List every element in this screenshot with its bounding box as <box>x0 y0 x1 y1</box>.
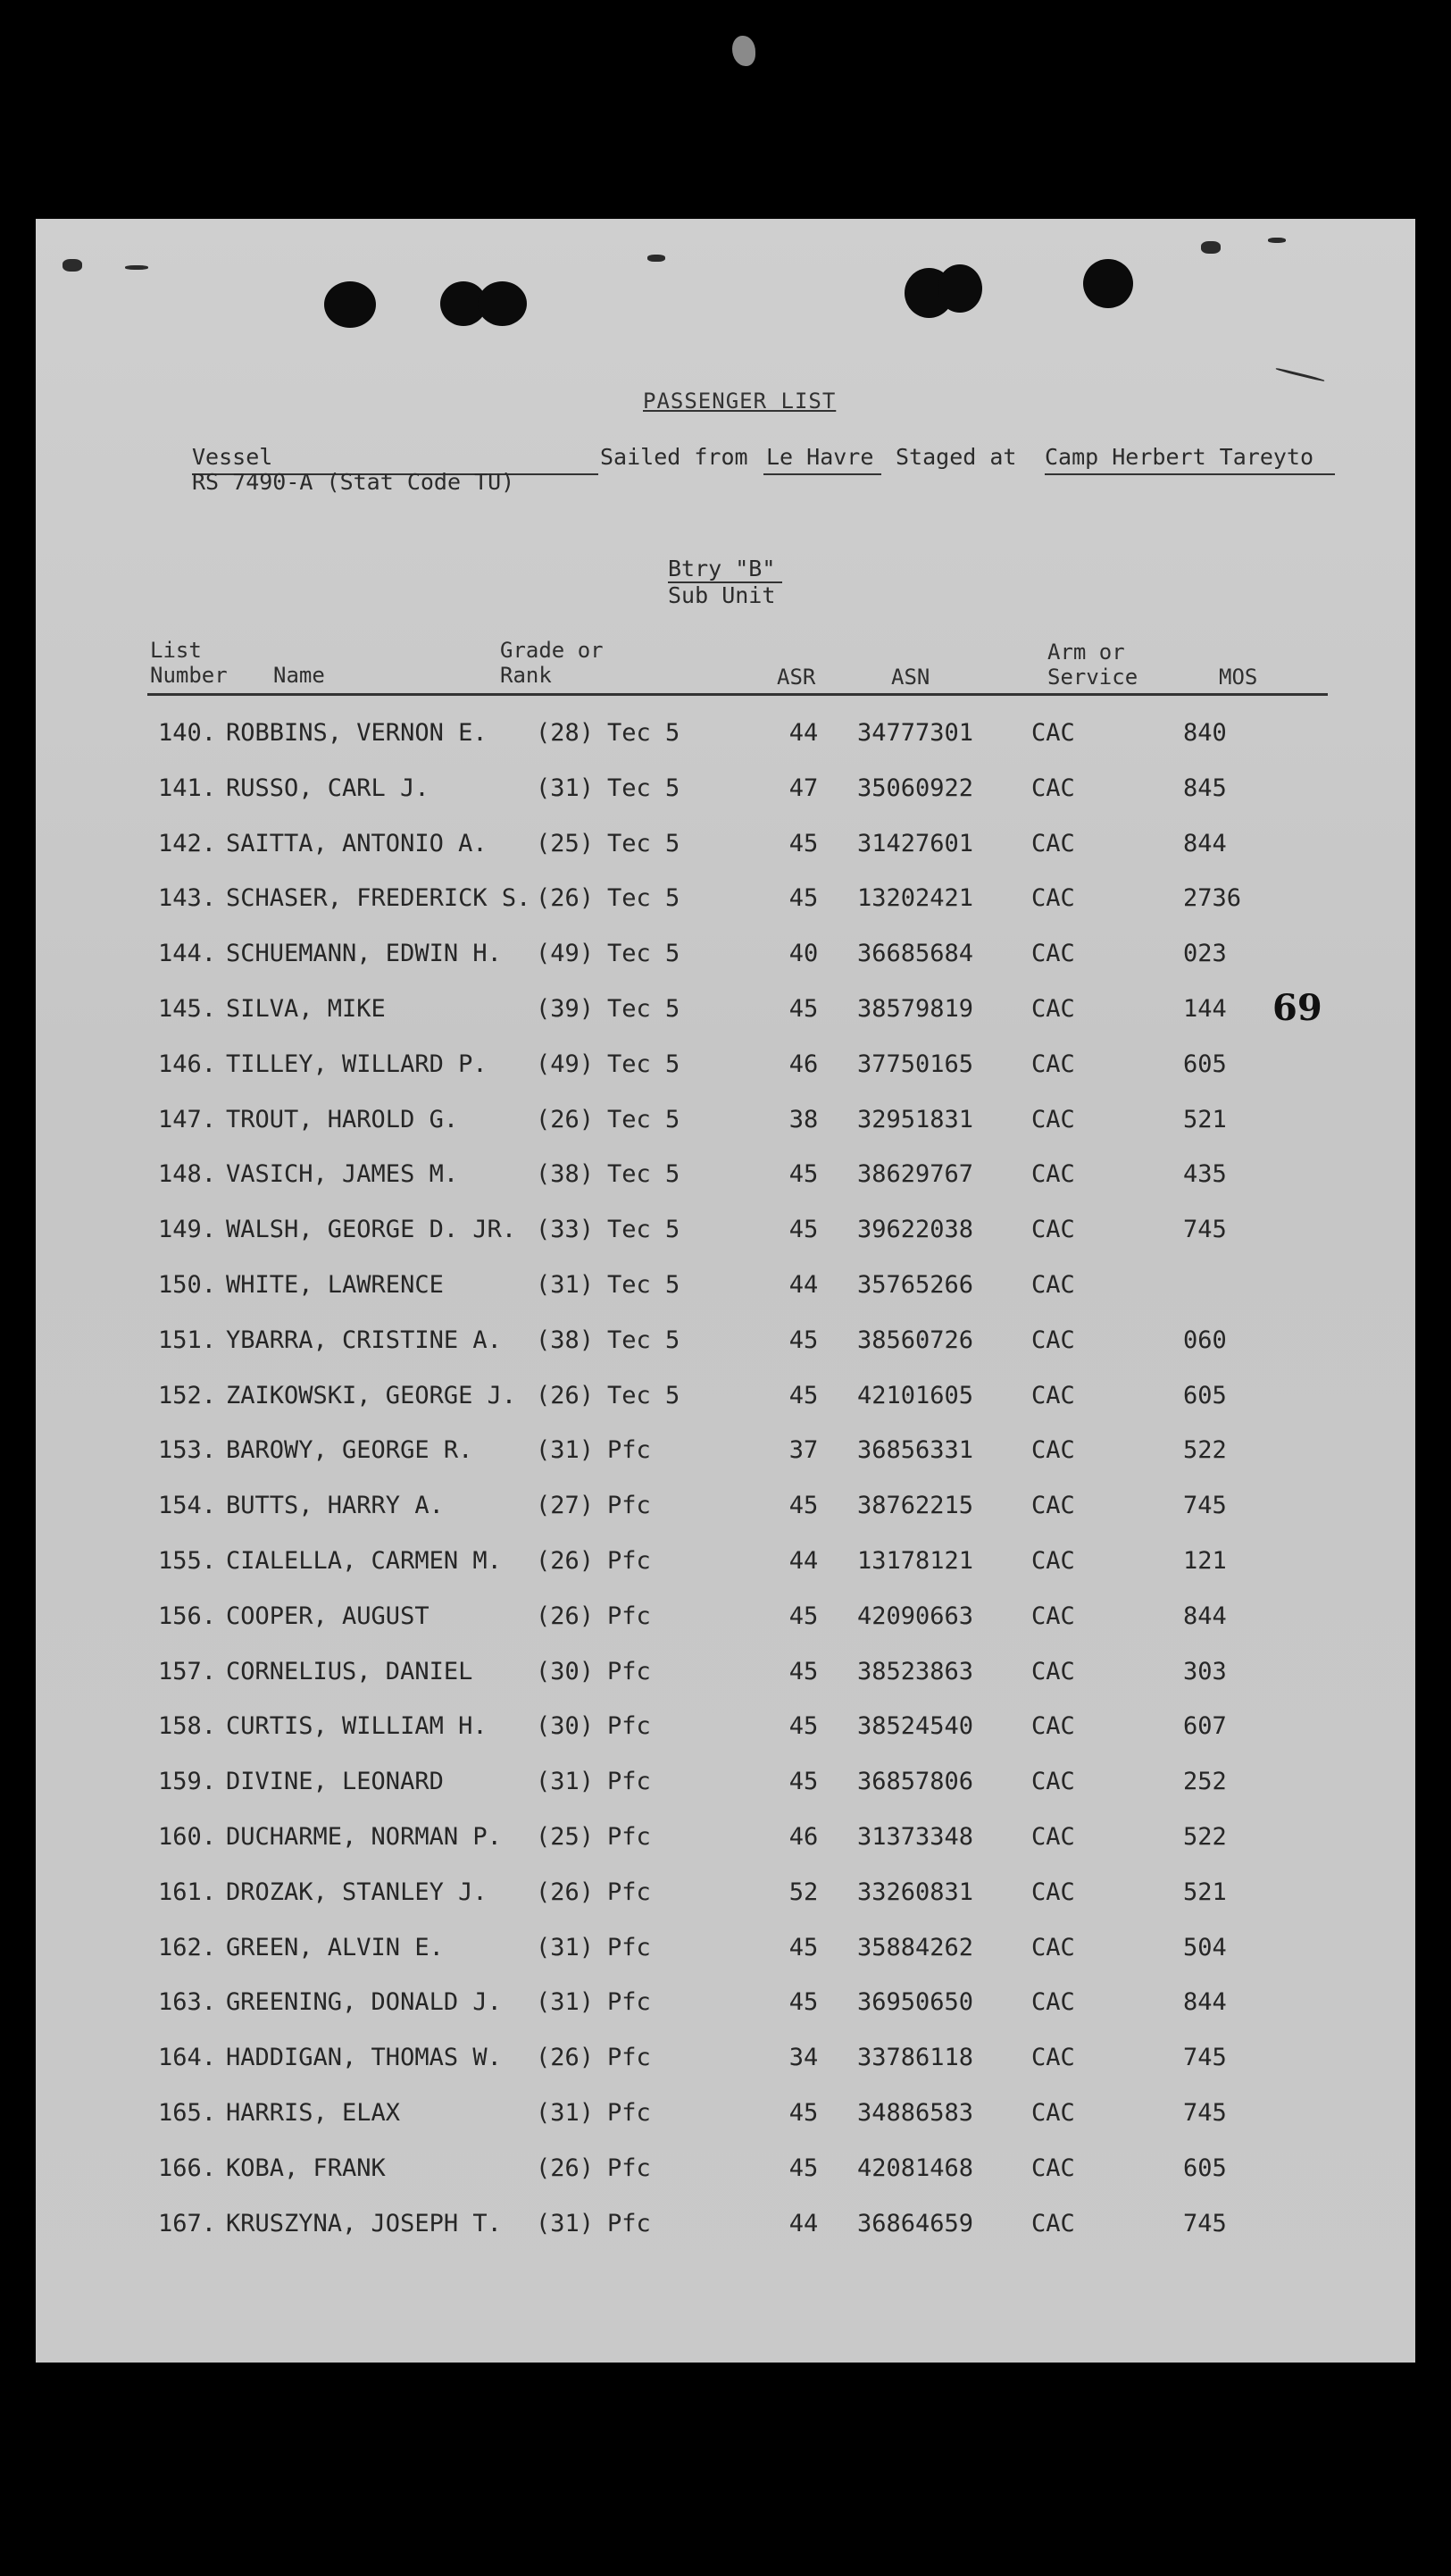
table-row <box>0 1878 1451 1914</box>
arm-cell: CAC <box>1031 2099 1075 2127</box>
table-row <box>0 884 1451 920</box>
mos-cell: 745 <box>1183 2209 1227 2237</box>
grade-cell: Pfc <box>607 1933 651 1961</box>
arm-cell: CAC <box>1031 995 1075 1023</box>
list-number-cell: 143. <box>157 884 216 913</box>
asr-cell: 45 <box>788 2099 819 2127</box>
name-cell: CORNELIUS, DANIEL <box>226 1657 473 1685</box>
age-cell: (31) <box>536 1436 595 1465</box>
grade-cell: Tec 5 <box>607 1381 680 1409</box>
asn-cell: 36856331 <box>857 1436 974 1465</box>
age-cell: (39) <box>536 995 595 1023</box>
header-rule <box>147 693 1328 696</box>
name-cell: BAROWY, GEORGE R. <box>226 1436 473 1465</box>
punch-hole <box>324 281 376 328</box>
mos-cell: 844 <box>1183 829 1227 857</box>
table-row <box>0 2044 1451 2079</box>
arm-cell: CAC <box>1031 1492 1075 1520</box>
name-cell: VASICH, JAMES M. <box>226 1160 459 1189</box>
age-cell: (31) <box>536 1271 595 1299</box>
age-cell: (31) <box>536 774 595 802</box>
mos-cell: 745 <box>1183 1492 1227 1520</box>
list-number-cell: 161. <box>157 1878 216 1906</box>
ink-mark <box>63 259 82 272</box>
age-cell: (27) <box>536 1492 595 1520</box>
grade-cell: Pfc <box>607 2209 651 2237</box>
punch-hole <box>938 264 982 313</box>
name-cell: SAITTA, ANTONIO A. <box>226 829 488 857</box>
asn-cell: 38629767 <box>857 1160 974 1189</box>
age-cell: (25) <box>536 829 595 857</box>
mos-cell: 522 <box>1183 1823 1227 1851</box>
grade-cell: Tec 5 <box>607 884 680 913</box>
table-row <box>0 2154 1451 2190</box>
asn-cell: 35765266 <box>857 1271 974 1299</box>
age-cell: (31) <box>536 2099 595 2127</box>
list-number-cell: 158. <box>157 1712 216 1741</box>
mos-cell: 605 <box>1183 2154 1227 2182</box>
list-number-cell: 154. <box>157 1492 216 1520</box>
age-cell: (31) <box>536 1768 595 1796</box>
asr-cell: 45 <box>788 1712 819 1741</box>
name-cell: WHITE, LAWRENCE <box>226 1271 444 1299</box>
arm-cell: CAC <box>1031 1436 1075 1465</box>
age-cell: (26) <box>536 1105 595 1133</box>
age-cell: (38) <box>536 1326 595 1354</box>
list-number-cell: 163. <box>157 1988 216 2017</box>
age-cell: (26) <box>536 1602 595 1630</box>
list-number-cell: 167. <box>157 2209 216 2237</box>
asr-cell: 45 <box>788 1492 819 1520</box>
asr-cell: 38 <box>788 1105 819 1133</box>
table-row <box>0 1326 1451 1362</box>
table-row <box>0 1216 1451 1251</box>
grade-cell: Tec 5 <box>607 940 680 968</box>
sailed-from-label: Sailed from <box>600 444 748 470</box>
grade-cell: Tec 5 <box>607 995 680 1023</box>
grade-cell: Pfc <box>607 1712 651 1741</box>
arm-cell: CAC <box>1031 1216 1075 1244</box>
name-cell: COOPER, AUGUST <box>226 1602 429 1630</box>
grade-cell: Pfc <box>607 2154 651 2182</box>
name-cell: CURTIS, WILLIAM H. <box>226 1712 488 1741</box>
name-cell: GREENING, DONALD J. <box>226 1988 502 2017</box>
age-cell: (26) <box>536 2044 595 2072</box>
table-row <box>0 1602 1451 1638</box>
ink-mark <box>647 255 665 262</box>
mos-cell: 745 <box>1183 2044 1227 2072</box>
name-cell: YBARRA, CRISTINE A. <box>226 1326 502 1354</box>
table-row <box>0 1050 1451 1086</box>
asn-cell: 38579819 <box>857 995 974 1023</box>
name-cell: WALSH, GEORGE D. JR. <box>226 1216 517 1244</box>
age-cell: (26) <box>536 1878 595 1906</box>
name-cell: ROBBINS, VERNON E. <box>226 719 488 747</box>
name-cell: TILLEY, WILLARD P. <box>226 1050 488 1078</box>
arm-cell: CAC <box>1031 1105 1075 1133</box>
name-cell: GREEN, ALVIN E. <box>226 1933 444 1961</box>
mos-cell: 060 <box>1183 1326 1227 1354</box>
asn-cell: 39622038 <box>857 1216 974 1244</box>
age-cell: (26) <box>536 884 595 913</box>
asr-cell: 45 <box>788 1657 819 1685</box>
list-number-cell: 147. <box>157 1105 216 1133</box>
col-grade: Grade or Rank <box>500 638 604 688</box>
arm-cell: CAC <box>1031 884 1075 913</box>
arm-cell: CAC <box>1031 1160 1075 1189</box>
list-number-cell: 153. <box>157 1436 216 1465</box>
name-cell: RUSSO, CARL J. <box>226 774 429 802</box>
age-cell: (31) <box>536 2209 595 2237</box>
staged-at-label: Staged at <box>896 444 1017 470</box>
name-cell: SCHASER, FREDERICK S. <box>226 884 531 913</box>
grade-cell: Pfc <box>607 2099 651 2127</box>
mos-cell: 252 <box>1183 1768 1227 1796</box>
name-cell: DROZAK, STANLEY J. <box>226 1878 488 1906</box>
arm-cell: CAC <box>1031 1547 1075 1575</box>
ink-mark <box>125 265 148 270</box>
sub-unit-label: Sub Unit <box>668 582 776 608</box>
table-row <box>0 1768 1451 1803</box>
asn-cell: 33260831 <box>857 1878 974 1906</box>
name-cell: SILVA, MIKE <box>226 995 386 1023</box>
grade-cell: Pfc <box>607 1602 651 1630</box>
grade-cell: Pfc <box>607 2044 651 2072</box>
asr-cell: 52 <box>788 1878 819 1906</box>
asr-cell: 45 <box>788 1216 819 1244</box>
asn-cell: 38523863 <box>857 1657 974 1685</box>
grade-cell: Tec 5 <box>607 1326 680 1354</box>
asr-cell: 46 <box>788 1050 819 1078</box>
asn-cell: 38560726 <box>857 1326 974 1354</box>
arm-cell: CAC <box>1031 719 1075 747</box>
table-row <box>0 830 1451 866</box>
asr-cell: 34 <box>788 2044 819 2072</box>
arm-cell: CAC <box>1031 1657 1075 1685</box>
list-number-cell: 149. <box>157 1216 216 1244</box>
name-cell: TROUT, HAROLD G. <box>226 1105 459 1133</box>
asn-cell: 35060922 <box>857 774 974 802</box>
list-number-cell: 157. <box>157 1657 216 1685</box>
asn-cell: 31373348 <box>857 1823 974 1851</box>
name-cell: HADDIGAN, THOMAS W. <box>226 2044 502 2072</box>
asr-cell: 45 <box>788 1160 819 1189</box>
asr-cell: 45 <box>788 1988 819 2017</box>
arm-cell: CAC <box>1031 1988 1075 2017</box>
table-row <box>0 1988 1451 2024</box>
asn-cell: 32951831 <box>857 1105 974 1133</box>
mos-cell: 121 <box>1183 1547 1227 1575</box>
mos-cell: 605 <box>1183 1381 1227 1409</box>
grade-cell: Tec 5 <box>607 1160 680 1189</box>
punch-hole <box>478 281 527 326</box>
asr-cell: 45 <box>788 1602 819 1630</box>
grade-cell: Pfc <box>607 1768 651 1796</box>
asr-cell: 44 <box>788 1547 819 1575</box>
age-cell: (33) <box>536 1216 595 1244</box>
asn-cell: 34777301 <box>857 719 974 747</box>
mos-cell: 504 <box>1183 1933 1227 1961</box>
asr-cell: 46 <box>788 1823 819 1851</box>
age-cell: (30) <box>536 1712 595 1741</box>
list-number-cell: 159. <box>157 1768 216 1796</box>
grade-cell: Pfc <box>607 1988 651 2017</box>
asr-cell: 47 <box>788 774 819 802</box>
arm-cell: CAC <box>1031 1271 1075 1299</box>
name-cell: DIVINE, LEONARD <box>226 1768 444 1796</box>
ink-mark <box>1268 238 1286 243</box>
table-row <box>0 1712 1451 1748</box>
age-cell: (49) <box>536 1050 595 1078</box>
asn-cell: 38524540 <box>857 1712 974 1741</box>
list-number-cell: 148. <box>157 1160 216 1189</box>
col-list-number: List Number <box>150 638 228 688</box>
age-cell: (26) <box>536 2154 595 2182</box>
table-row <box>0 774 1451 810</box>
table-row <box>0 1492 1451 1527</box>
grade-cell: Pfc <box>607 1492 651 1520</box>
list-number-cell: 162. <box>157 1933 216 1961</box>
table-row <box>0 2210 1451 2246</box>
arm-cell: CAC <box>1031 2209 1075 2237</box>
table-row <box>0 1547 1451 1583</box>
page-number: 69 <box>1272 987 1322 1029</box>
asn-cell: 36857806 <box>857 1768 974 1796</box>
mos-cell: 303 <box>1183 1657 1227 1685</box>
grade-cell: Tec 5 <box>607 1050 680 1078</box>
asr-cell: 44 <box>788 2209 819 2237</box>
asr-cell: 45 <box>788 1381 819 1409</box>
asr-cell: 45 <box>788 1768 819 1796</box>
arm-cell: CAC <box>1031 1768 1075 1796</box>
arm-cell: CAC <box>1031 1602 1075 1630</box>
list-number-cell: 144. <box>157 940 216 968</box>
table-row <box>0 719 1451 755</box>
asn-cell: 13202421 <box>857 884 974 913</box>
arm-cell: CAC <box>1031 1050 1075 1078</box>
list-number-cell: 156. <box>157 1602 216 1630</box>
list-number-cell: 150. <box>157 1271 216 1299</box>
asr-cell: 45 <box>788 2154 819 2182</box>
asn-cell: 42090663 <box>857 1602 974 1630</box>
asn-cell: 37750165 <box>857 1050 974 1078</box>
col-mos: MOS <box>1219 665 1258 690</box>
mos-cell: 023 <box>1183 940 1227 968</box>
age-cell: (25) <box>536 1823 595 1851</box>
asr-cell: 37 <box>788 1436 819 1465</box>
asn-cell: 34886583 <box>857 2099 974 2127</box>
mos-cell: 605 <box>1183 1050 1227 1078</box>
list-number-cell: 155. <box>157 1547 216 1575</box>
asn-cell: 36864659 <box>857 2209 974 2237</box>
asn-cell: 33786118 <box>857 2044 974 2072</box>
grade-cell: Pfc <box>607 1657 651 1685</box>
table-row <box>0 2099 1451 2135</box>
asn-cell: 36950650 <box>857 1988 974 2017</box>
table-row <box>0 1160 1451 1196</box>
col-asn: ASN <box>891 665 930 690</box>
table-row <box>0 995 1451 1031</box>
list-number-cell: 142. <box>157 829 216 857</box>
name-cell: BUTTS, HARRY A. <box>226 1492 444 1520</box>
ink-mark <box>1201 241 1221 254</box>
staged-at-value: Camp Herbert Tareyto <box>1045 444 1314 470</box>
mos-cell: 144 <box>1183 995 1227 1023</box>
sailed-from-value: Le Havre <box>766 444 874 470</box>
asn-cell: 13178121 <box>857 1547 974 1575</box>
sailed-from-underline <box>763 473 881 475</box>
asr-cell: 44 <box>788 719 819 747</box>
asr-cell: 45 <box>788 829 819 857</box>
age-cell: (30) <box>536 1657 595 1685</box>
list-number-cell: 146. <box>157 1050 216 1078</box>
arm-cell: CAC <box>1031 829 1075 857</box>
mos-cell: 521 <box>1183 1105 1227 1133</box>
mos-cell: 2736 <box>1183 884 1242 913</box>
list-number-cell: 145. <box>157 995 216 1023</box>
list-number-cell: 165. <box>157 2099 216 2127</box>
list-number-cell: 164. <box>157 2044 216 2072</box>
table-row <box>0 1106 1451 1142</box>
punch-hole <box>1083 259 1133 308</box>
asr-cell: 44 <box>788 1271 819 1299</box>
age-cell: (28) <box>536 719 595 747</box>
age-cell: (49) <box>536 940 595 968</box>
name-cell: CIALELLA, CARMEN M. <box>226 1547 502 1575</box>
name-cell: KOBA, FRANK <box>226 2154 386 2182</box>
paper-fragment <box>732 36 755 66</box>
arm-cell: CAC <box>1031 1326 1075 1354</box>
staged-at-underline <box>1045 473 1335 475</box>
asn-cell: 35884262 <box>857 1933 974 1961</box>
table-row <box>0 1271 1451 1307</box>
name-cell: SCHUEMANN, EDWIN H. <box>226 940 502 968</box>
grade-cell: Tec 5 <box>607 1271 680 1299</box>
grade-cell: Tec 5 <box>607 1216 680 1244</box>
arm-cell: CAC <box>1031 2044 1075 2072</box>
mos-cell: 522 <box>1183 1436 1227 1465</box>
mos-cell: 745 <box>1183 2099 1227 2127</box>
col-asr: ASR <box>777 665 816 690</box>
table-row <box>0 1658 1451 1694</box>
grade-cell: Pfc <box>607 1547 651 1575</box>
arm-cell: CAC <box>1031 2154 1075 2182</box>
list-number-cell: 151. <box>157 1326 216 1354</box>
asn-cell: 42101605 <box>857 1381 974 1409</box>
list-number-cell: 140. <box>157 719 216 747</box>
age-cell: (31) <box>536 1988 595 2017</box>
asn-cell: 42081468 <box>857 2154 974 2182</box>
arm-cell: CAC <box>1031 1878 1075 1906</box>
grade-cell: Tec 5 <box>607 1105 680 1133</box>
asr-cell: 45 <box>788 995 819 1023</box>
document-title: PASSENGER LIST <box>643 389 837 414</box>
asr-cell: 45 <box>788 1933 819 1961</box>
name-cell: ZAIKOWSKI, GEORGE J. <box>226 1381 517 1409</box>
grade-cell: Tec 5 <box>607 719 680 747</box>
code-line: RS 7490-A (Stat Code TU) <box>192 469 515 495</box>
asr-cell: 45 <box>788 884 819 913</box>
mos-cell: 745 <box>1183 1216 1227 1244</box>
asn-cell: 31427601 <box>857 829 974 857</box>
list-number-cell: 141. <box>157 774 216 802</box>
age-cell: (31) <box>536 1933 595 1961</box>
vessel-label: Vessel <box>192 444 273 470</box>
table-row <box>0 1934 1451 1970</box>
table-row <box>0 1823 1451 1859</box>
mos-cell: 435 <box>1183 1160 1227 1189</box>
age-cell: (38) <box>536 1160 595 1189</box>
grade-cell: Pfc <box>607 1436 651 1465</box>
name-cell: DUCHARME, NORMAN P. <box>226 1823 502 1851</box>
table-row <box>0 1382 1451 1418</box>
arm-cell: CAC <box>1031 940 1075 968</box>
arm-cell: CAC <box>1031 1823 1075 1851</box>
asn-cell: 36685684 <box>857 940 974 968</box>
name-cell: HARRIS, ELAX <box>226 2099 401 2127</box>
name-cell: KRUSZYNA, JOSEPH T. <box>226 2209 502 2237</box>
arm-cell: CAC <box>1031 774 1075 802</box>
grade-cell: Tec 5 <box>607 829 680 857</box>
unit-name: Btry "B" <box>668 556 776 581</box>
age-cell: (26) <box>536 1547 595 1575</box>
col-name: Name <box>273 663 325 688</box>
arm-cell: CAC <box>1031 1381 1075 1409</box>
asr-cell: 40 <box>788 940 819 968</box>
arm-cell: CAC <box>1031 1712 1075 1741</box>
grade-cell: Pfc <box>607 1878 651 1906</box>
col-arm: Arm or Service <box>1047 640 1138 690</box>
list-number-cell: 166. <box>157 2154 216 2182</box>
grade-cell: Pfc <box>607 1823 651 1851</box>
mos-cell: 840 <box>1183 719 1227 747</box>
list-number-cell: 152. <box>157 1381 216 1409</box>
grade-cell: Tec 5 <box>607 774 680 802</box>
arm-cell: CAC <box>1031 1933 1075 1961</box>
mos-cell: 844 <box>1183 1988 1227 2017</box>
mos-cell: 521 <box>1183 1878 1227 1906</box>
list-number-cell: 160. <box>157 1823 216 1851</box>
table-row <box>0 940 1451 975</box>
asr-cell: 45 <box>788 1326 819 1354</box>
mos-cell: 845 <box>1183 774 1227 802</box>
age-cell: (26) <box>536 1381 595 1409</box>
asn-cell: 38762215 <box>857 1492 974 1520</box>
mos-cell: 607 <box>1183 1712 1227 1741</box>
table-row <box>0 1436 1451 1472</box>
mos-cell: 844 <box>1183 1602 1227 1630</box>
